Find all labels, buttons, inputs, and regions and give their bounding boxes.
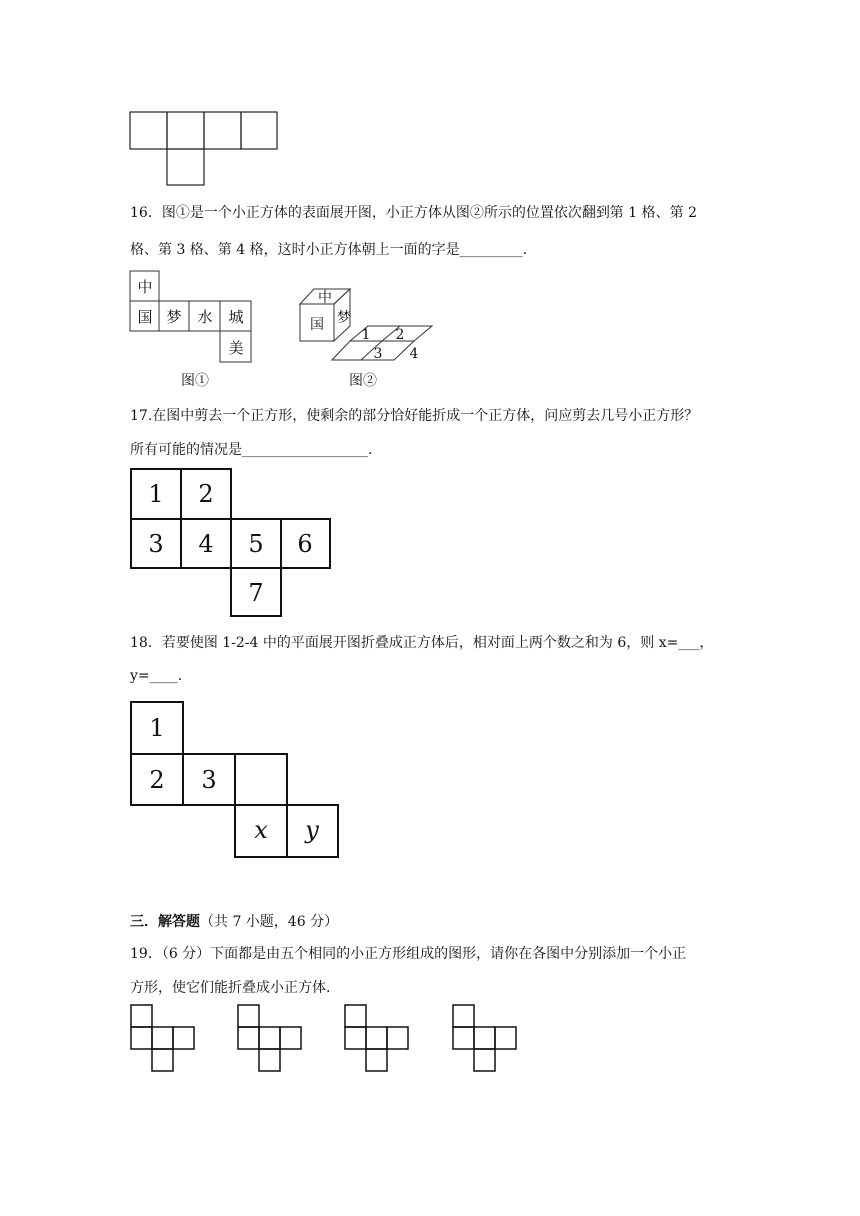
net-cell [130, 112, 167, 149]
q17-cell-2: 2 [198, 480, 214, 508]
net-cell [167, 112, 204, 149]
section3-title: 三．解答题 [130, 914, 200, 930]
q18-cell-2: 2 [149, 766, 165, 794]
q17-text-line2: 所有可能的情况是__________________. [130, 442, 373, 458]
q16-text-line2: 格、第 3 格、第 4 格，这时小正方体朝上一面的字是_________. [130, 242, 528, 258]
q18-net-figure [129, 700, 341, 860]
q19-shape-2 [238, 1005, 301, 1071]
fig1-cell-mei: 美 [228, 339, 244, 357]
fig2-cube-front-guo: 国 [310, 317, 324, 333]
fig1-cell-zhong: 中 [137, 278, 153, 296]
q17-net-figure [129, 467, 333, 619]
q16-figure1-net [128, 270, 256, 366]
fig1-cell-shui: 水 [197, 308, 213, 326]
net-cell [167, 149, 204, 185]
q16-figure1-caption: 图① [181, 373, 209, 389]
q18-cell-1: 1 [149, 714, 165, 742]
q18-cell-x: x [254, 816, 268, 844]
q16-figure2-caption: 图② [349, 373, 377, 389]
fig2-grid-1: 1 [361, 327, 371, 343]
q16-text-line1: 16．图①是一个小正方体的表面展开图，小正方体从图②所示的位置依次翻到第 1 格、第 2 [130, 205, 697, 221]
q17-cell-4: 4 [198, 530, 214, 558]
q18-cell-3: 3 [201, 766, 217, 794]
q17-cell-3: 3 [148, 530, 164, 558]
fig2-grid-2: 2 [395, 327, 405, 343]
net-cell [204, 112, 241, 149]
fig2-cube-top-zhong: 中 [318, 290, 332, 306]
q18-cell-y: y [305, 816, 319, 844]
top-net-figure [128, 110, 280, 188]
section3-meta: （共 7 小题，46 分） [200, 914, 339, 930]
q19-shape-3 [345, 1005, 408, 1071]
fig2-grid-3: 3 [373, 346, 383, 362]
q19-shape-1 [131, 1005, 194, 1071]
q19-text-line1: 19．（6 分）下面都是由五个相同的小正方形组成的图形，请你在各图中分别添加一个小正 [130, 946, 687, 962]
q19-text-line2: 方形，使它们能折叠成小正方体. [130, 980, 331, 996]
q18-text-line2: y=____. [130, 668, 183, 684]
q19-shape-4 [453, 1005, 516, 1071]
q17-cell-6: 6 [297, 530, 313, 558]
fig1-cell-meng: 梦 [166, 308, 182, 326]
q19-shapes [128, 1003, 528, 1075]
fig1-cell-guo: 国 [137, 308, 153, 326]
q16-figure2-cube-grid [294, 282, 454, 366]
fig2-cube-side-meng: 梦 [337, 310, 351, 326]
fig2-grid-4: 4 [409, 346, 419, 362]
net-cell [241, 112, 277, 149]
q17-text-line1: 17.在图中剪去一个正方形，使剩余的部分恰好能折成一个正方体，问应剪去几号小正方形？ [130, 408, 699, 424]
q18-text-line1: 18．若要使图 1-2-4 中的平面展开图折叠成正方体后，相对面上两个数之和为 6，则 x=___， [130, 635, 714, 651]
q17-cell-5: 5 [248, 530, 264, 558]
q17-cell-1: 1 [148, 480, 164, 508]
q17-cell-7: 7 [248, 579, 264, 607]
section3-heading [130, 911, 338, 931]
fig1-cell-cheng: 城 [228, 308, 244, 326]
